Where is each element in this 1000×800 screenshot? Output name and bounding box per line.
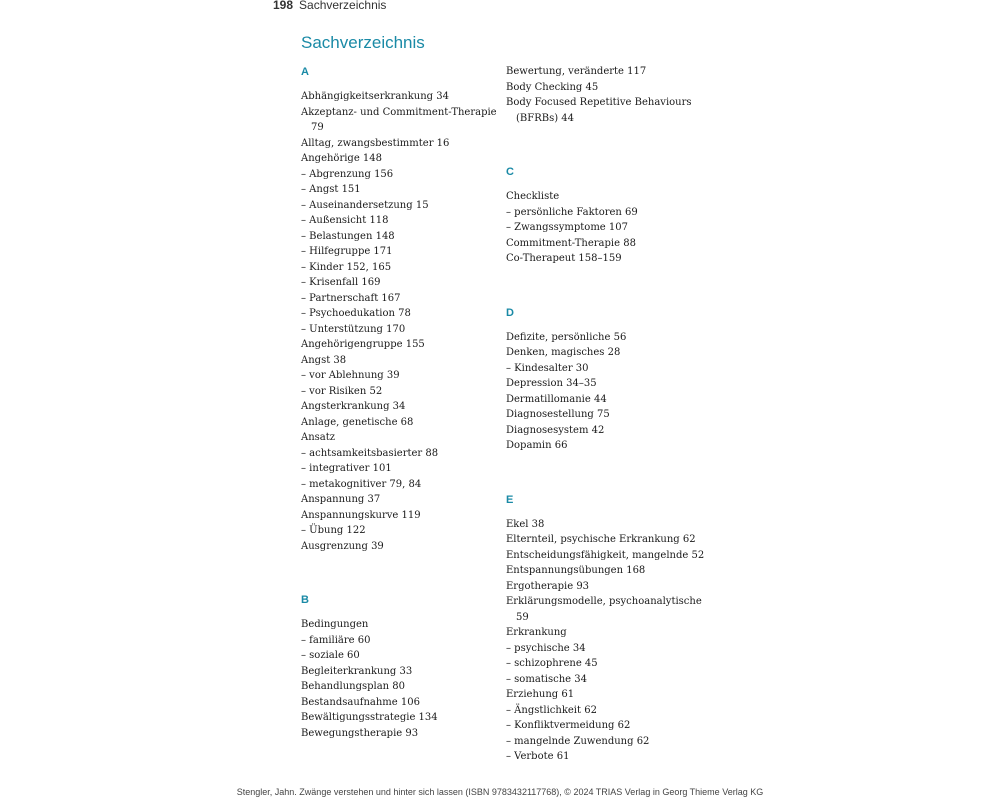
index-entry: Bedingungen bbox=[301, 619, 369, 630]
index-entry-continuation: 59 bbox=[516, 611, 529, 623]
index-subentry: – Partnerschaft 167 bbox=[301, 292, 401, 304]
index-entry: Entspannungsübungen 168 bbox=[506, 565, 646, 576]
page-title: Sachverzeichnis bbox=[301, 33, 425, 52]
index-subentry: – metakognitiver 79, 84 bbox=[301, 478, 422, 490]
running-head bbox=[273, 0, 386, 12]
index-subentry: – Kindesalter 30 bbox=[506, 362, 589, 374]
index-subentry: – integrativer 101 bbox=[301, 463, 392, 474]
index-entry: Diagnosestellung 75 bbox=[506, 409, 610, 420]
index-subentry: – soziale 60 bbox=[301, 650, 360, 661]
index-entry: Ekel 38 bbox=[506, 518, 545, 530]
index-subentry: – Kinder 152, 165 bbox=[301, 261, 392, 273]
index-entry: Body Checking 45 bbox=[506, 81, 599, 93]
index-entry: Commitment-Therapie 88 bbox=[506, 237, 636, 249]
index-entry: Dermatillomanie 44 bbox=[506, 393, 607, 405]
index-entry: Abhängigkeitserkrankung 34 bbox=[301, 91, 449, 102]
index-entry: Behandlungsplan 80 bbox=[301, 681, 406, 692]
index-entry: Erziehung 61 bbox=[506, 689, 575, 700]
section-letter-b: B bbox=[301, 594, 309, 606]
index-entry: Ansatz bbox=[301, 432, 336, 443]
index-subentry: – Zwangssymptome 107 bbox=[506, 222, 628, 233]
index-entry: Ergotherapie 93 bbox=[506, 580, 590, 592]
index-entry: Alltag, zwangsbestimmter 16 bbox=[301, 137, 450, 149]
index-entry-continuation: 79 bbox=[311, 122, 324, 133]
index-entry: Elternteil, psychische Erkrankung 62 bbox=[506, 534, 696, 545]
footer-copyright: Stengler, Jahn. Zwänge verstehen und hinter sich lassen (ISBN 9783432117768), © 2024 TRIAS Verlag in Georg Thieme Verlag KG bbox=[236, 787, 764, 797]
index-subentry: – Angst 151 bbox=[301, 184, 361, 195]
index-entry: Angsterkrankung 34 bbox=[301, 401, 406, 412]
section-letter-a: A bbox=[301, 66, 309, 78]
index-subentry: – Unterstützung 170 bbox=[301, 323, 406, 335]
index-entry: Begleiterkrankung 33 bbox=[301, 665, 413, 677]
index-entry: Ausgrenzung 39 bbox=[301, 540, 384, 552]
index-entry: Erkrankung bbox=[506, 627, 567, 638]
index-entry: Anlage, genetische 68 bbox=[301, 416, 414, 428]
page-number: 198 bbox=[273, 0, 294, 12]
index-entry: Diagnosesystem 42 bbox=[506, 424, 605, 436]
index-entry: Erklärungsmodelle, psychoanalytische bbox=[506, 596, 702, 607]
index-subentry: – Verbote 61 bbox=[506, 751, 570, 762]
index-subentry: – Ängstlichkeit 62 bbox=[506, 704, 597, 716]
section-letter-d: D bbox=[506, 306, 514, 319]
index-entry: Bewertung, veränderte 117 bbox=[506, 66, 647, 77]
index-subentry: – vor Risiken 52 bbox=[301, 385, 383, 397]
index-subentry: – Abgrenzung 156 bbox=[301, 168, 394, 180]
index-entry: Dopamin 66 bbox=[506, 440, 568, 451]
section-letter-c: C bbox=[506, 166, 514, 178]
index-subentry: – schizophrene 45 bbox=[506, 658, 598, 669]
index-subentry: – somatische 34 bbox=[506, 673, 587, 685]
index-entry: Defizite, persönliche 56 bbox=[506, 331, 627, 343]
index-subentry: – persönliche Faktoren 69 bbox=[506, 206, 638, 218]
index-subentry: – familiäre 60 bbox=[301, 634, 371, 646]
index-entry: Co-Therapeut 158–159 bbox=[506, 253, 622, 264]
index-entry: Angehörigengruppe 155 bbox=[301, 339, 425, 350]
index-subentry: – Psychoedukation 78 bbox=[301, 308, 411, 319]
index-subentry: – Konfliktvermeidung 62 bbox=[506, 720, 631, 731]
index-column-left bbox=[301, 64, 501, 741]
index-entry: Body Focused Repetitive Behaviours bbox=[506, 97, 692, 108]
index-entry: Depression 34–35 bbox=[506, 378, 597, 389]
index-subentry: – Außensicht 118 bbox=[301, 215, 389, 226]
index-entry: Checkliste bbox=[506, 191, 560, 202]
index-entry: Angehörige 148 bbox=[301, 153, 383, 164]
section-d-list bbox=[506, 330, 706, 454]
index-subentry: – Belastungen 148 bbox=[301, 230, 395, 242]
index-entry: Bewältigungsstrategie 134 bbox=[301, 712, 438, 723]
index-subentry: – achtsamkeitsbasierter 88 bbox=[301, 447, 439, 459]
section-letter-e: E bbox=[506, 493, 514, 506]
index-subentry: – Hilfegruppe 171 bbox=[301, 246, 393, 257]
section-c-list bbox=[506, 189, 706, 267]
index-subentry: – Auseinandersetzung 15 bbox=[301, 199, 429, 211]
index-entry: Entscheidungsfähigkeit, mangelnde 52 bbox=[506, 549, 705, 561]
section-a-list bbox=[301, 89, 501, 554]
index-entry: Akzeptanz- und Commitment-Therapie bbox=[301, 106, 497, 118]
index-subentry: – psychische 34 bbox=[506, 642, 586, 654]
section-e-list bbox=[506, 517, 706, 765]
index-subentry: – Übung 122 bbox=[301, 525, 366, 536]
index-entry: Bestandsaufnahme 106 bbox=[301, 696, 420, 708]
index-entry: Denken, magisches 28 bbox=[506, 347, 621, 358]
index-entry: Angst 38 bbox=[301, 354, 347, 366]
index-entry: Bewegungstherapie 93 bbox=[301, 727, 419, 739]
index-subentry: – vor Ablehnung 39 bbox=[301, 370, 400, 381]
index-entry: Anspannungskurve 119 bbox=[301, 509, 421, 521]
section-b-continued-list bbox=[506, 64, 706, 126]
index-entry-continuation: (BFRBs) 44 bbox=[516, 112, 575, 124]
index-column-right bbox=[506, 64, 706, 765]
index-subentry: – Krisenfall 169 bbox=[301, 277, 381, 288]
section-b-list bbox=[301, 617, 501, 741]
index-subentry: – mangelnde Zuwendung 62 bbox=[506, 735, 650, 747]
running-title: Sachverzeichnis bbox=[299, 0, 387, 12]
index-entry: Anspannung 37 bbox=[301, 494, 381, 505]
